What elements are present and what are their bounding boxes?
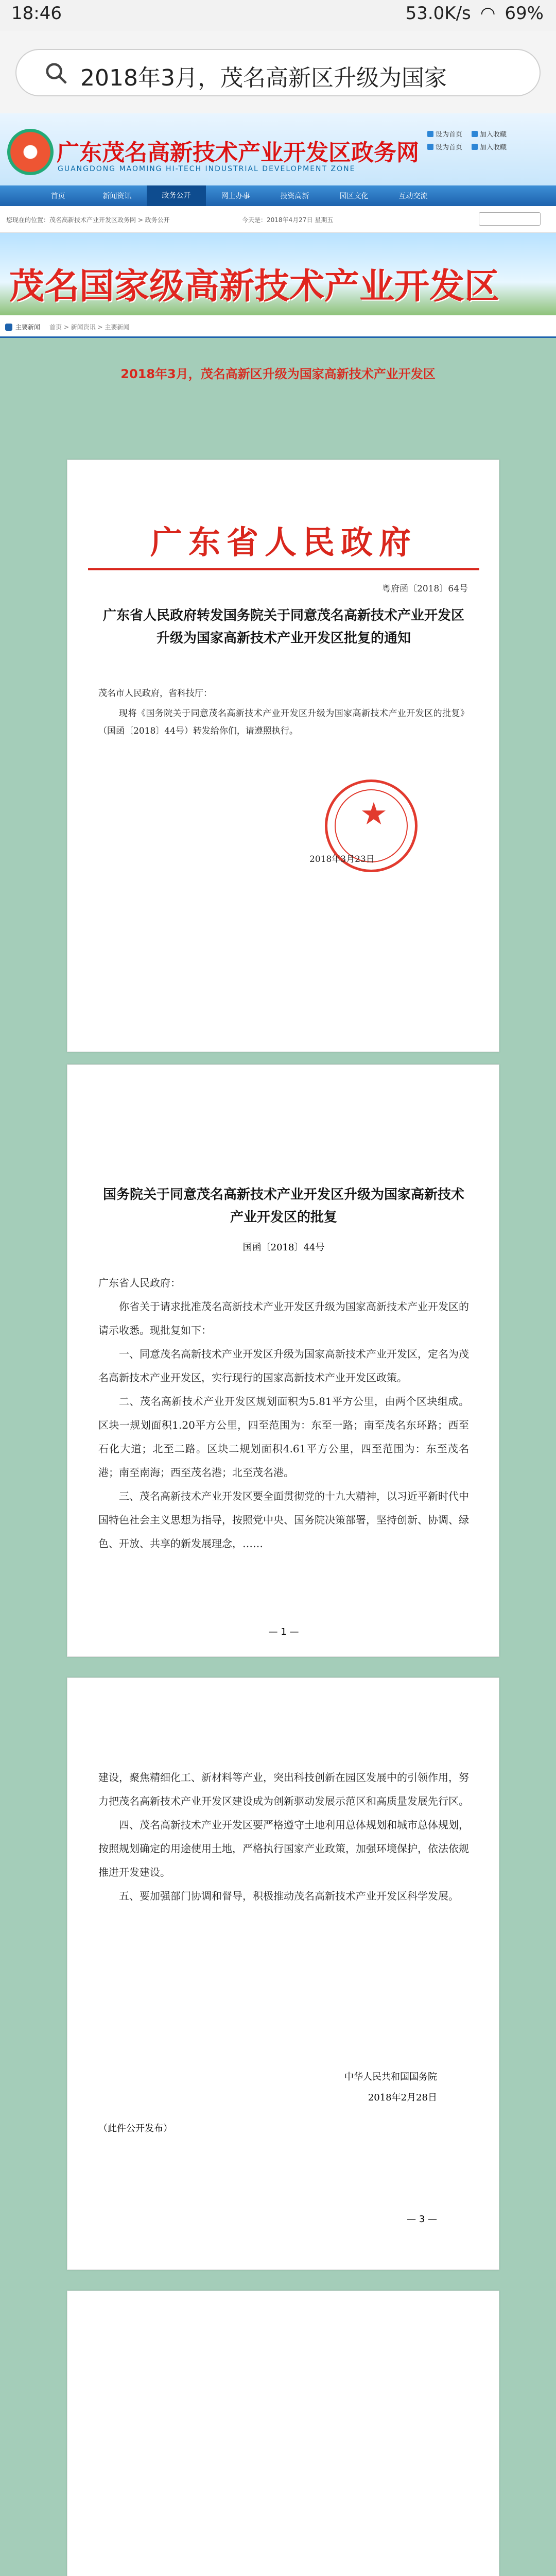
clock: 18:46 (11, 3, 62, 24)
doc-paragraph: 二、茂名高新技术产业开发区规划面积为5.81平方公里，由两个区块组成。区块一规划面积1.20平方公里，四至范围为：东至一路；南至茂名东环路；西至石化大道；北至二路。区块二规划面积4.61平方公里，四至范围为：东至茂名港；南至南海；西至茂名港；北至茂名港。 (98, 1395, 469, 1479)
network-speed: 53.0K/s (405, 3, 471, 24)
crumb-path: 首页 > 新闻资讯 > 主要新闻 (49, 324, 130, 331)
status-right (406, 3, 544, 24)
banner-title: 茂名国家级高新技术产业开发区 (9, 266, 500, 307)
star-icon (472, 144, 478, 150)
site-logo (7, 129, 54, 175)
top-link[interactable]: 加入收藏 (472, 142, 507, 151)
nav-invest[interactable]: 投资高新 (280, 192, 309, 200)
page-number: — 3 — (407, 2214, 437, 2225)
doc-number: 国函〔2018〕44号 (242, 1242, 325, 1253)
site-title: 广东茂名高新技术产业开发区政务网 (57, 140, 419, 166)
nav-news[interactable]: 新闻资讯 (102, 192, 132, 200)
doc-public-note: （此件公开发布） (98, 2123, 172, 2134)
top-link[interactable]: 设为首页 (427, 129, 462, 139)
red-rule (88, 568, 479, 570)
document-page-2 (67, 1064, 499, 1657)
search-icon (44, 61, 68, 85)
page-number: — 1 — (268, 1626, 299, 1637)
doc-paragraph: 你省关于请求批准茂名高新技术产业开发区升级为国家高新技术产业开发区的请示收悉。现批复如下： (98, 1300, 469, 1336)
doc-heading: 广东省人民政府转发国务院关于同意茂名高新技术产业开发区升级为国家高新技术产业开发区批复的通知 (102, 608, 464, 646)
top-link[interactable]: 设为首页 (427, 142, 462, 151)
doc-body (98, 1271, 469, 1555)
doc-paragraph: 广东省人民政府： (98, 1277, 181, 1289)
wifi-icon: ◠ (480, 3, 496, 24)
nav-home[interactable]: 首页 (50, 192, 65, 200)
banner (0, 233, 556, 315)
doc-body (98, 1766, 469, 1908)
home-icon (427, 131, 433, 137)
doc-paragraph: 一、同意茂名高新技术产业开发区升级为国家高新技术产业开发区，定名为茂名高新技术产业开发区，实行现行的国家高新技术产业开发区政策。 (98, 1348, 469, 1384)
search-query: 2018年3月，茂名高新区升级为国家 (80, 65, 447, 91)
location-text: 您现在的位置：茂名高新技术产业开发区政务网 > 政务公开 (6, 216, 170, 224)
doc-paragraph: 四、茂名高新技术产业开发区要严格遵守土地利用总体规划和城市总体规划，按照规划确定的用途使用土地，严格执行国家产业政策，加强环境保护，依法依规推进开发建设。 (98, 1819, 469, 1878)
date-text: 今天是：2018年4月27日 星期五 (242, 216, 334, 224)
document-page-4 (67, 2291, 499, 2576)
top-links (427, 129, 551, 151)
status-bar (0, 0, 556, 31)
doc-date: 2018年3月23日 (309, 854, 375, 865)
battery-level: 69% (505, 3, 544, 24)
nav-online-services[interactable]: 网上办事 (221, 192, 250, 200)
document-page-1 (67, 460, 499, 1052)
star-icon: ★ (360, 796, 388, 832)
breadcrumb (0, 315, 556, 338)
doc-sign-date: 2018年2月28日 (368, 2092, 437, 2103)
article-title: 2018年3月，茂名高新区升级为国家高新技术产业开发区 (120, 367, 436, 381)
home-icon (427, 144, 433, 150)
article-content (0, 338, 556, 2576)
doc-paragraph: 五、要加强部门协调和督导，积极推动茂名高新技术产业开发区科学发展。 (119, 1890, 459, 1902)
nav-interaction[interactable]: 互动交流 (398, 192, 428, 200)
doc-addressee: 茂名市人民政府，省科技厅： (98, 688, 212, 699)
doc-signatory: 中华人民共和国国务院 (344, 2072, 437, 2082)
star-icon (472, 131, 478, 137)
site-subtitle: GUANGDONG MAOMING HI-TECH INDUSTRIAL DEVELOPMENT ZONE (58, 165, 356, 173)
doc-body: 现将《国务院关于同意茂名高新技术产业开发区升级为国家高新技术产业开发区的批复》（国函〔2018〕44号）转发给你们，请遵照执行。 (98, 708, 469, 736)
doc-heading: 国务院关于同意茂名高新技术产业开发区升级为国家高新技术产业开发区的批复 (102, 1187, 464, 1225)
nav-gov-open[interactable]: 政务公开 (147, 185, 206, 206)
search-input[interactable] (15, 49, 541, 96)
main-nav (0, 185, 556, 206)
nav-culture[interactable]: 园区文化 (339, 192, 369, 200)
document-page-3 (67, 1677, 499, 2270)
browser-search-bar (0, 31, 556, 113)
news-icon (5, 324, 12, 331)
top-link[interactable]: 加入收藏 (472, 129, 507, 139)
doc-header: 广东省人民政府 (150, 523, 417, 561)
doc-paragraph: 建设，聚焦精细化工、新材料等产业，突出科技创新在园区发展中的引领作用，努力把茂名高新技术产业开发区建设成为创新驱动发展示范区和高质量发展先行区。 (98, 1771, 469, 1807)
doc-number: 粤府函〔2018〕64号 (382, 584, 468, 594)
info-row (0, 206, 556, 233)
site-search-input[interactable] (479, 212, 541, 226)
doc-paragraph: 三、茂名高新技术产业开发区要全面贯彻党的十九大精神，以习近平新时代中国特色社会主义思想为指导，按照党中央、国务院决策部署，坚持创新、协调、绿色、开放、共享的新发展理念，…… (98, 1490, 469, 1550)
site-header (0, 113, 556, 185)
crumb-home[interactable]: 主要新闻 (5, 323, 40, 331)
